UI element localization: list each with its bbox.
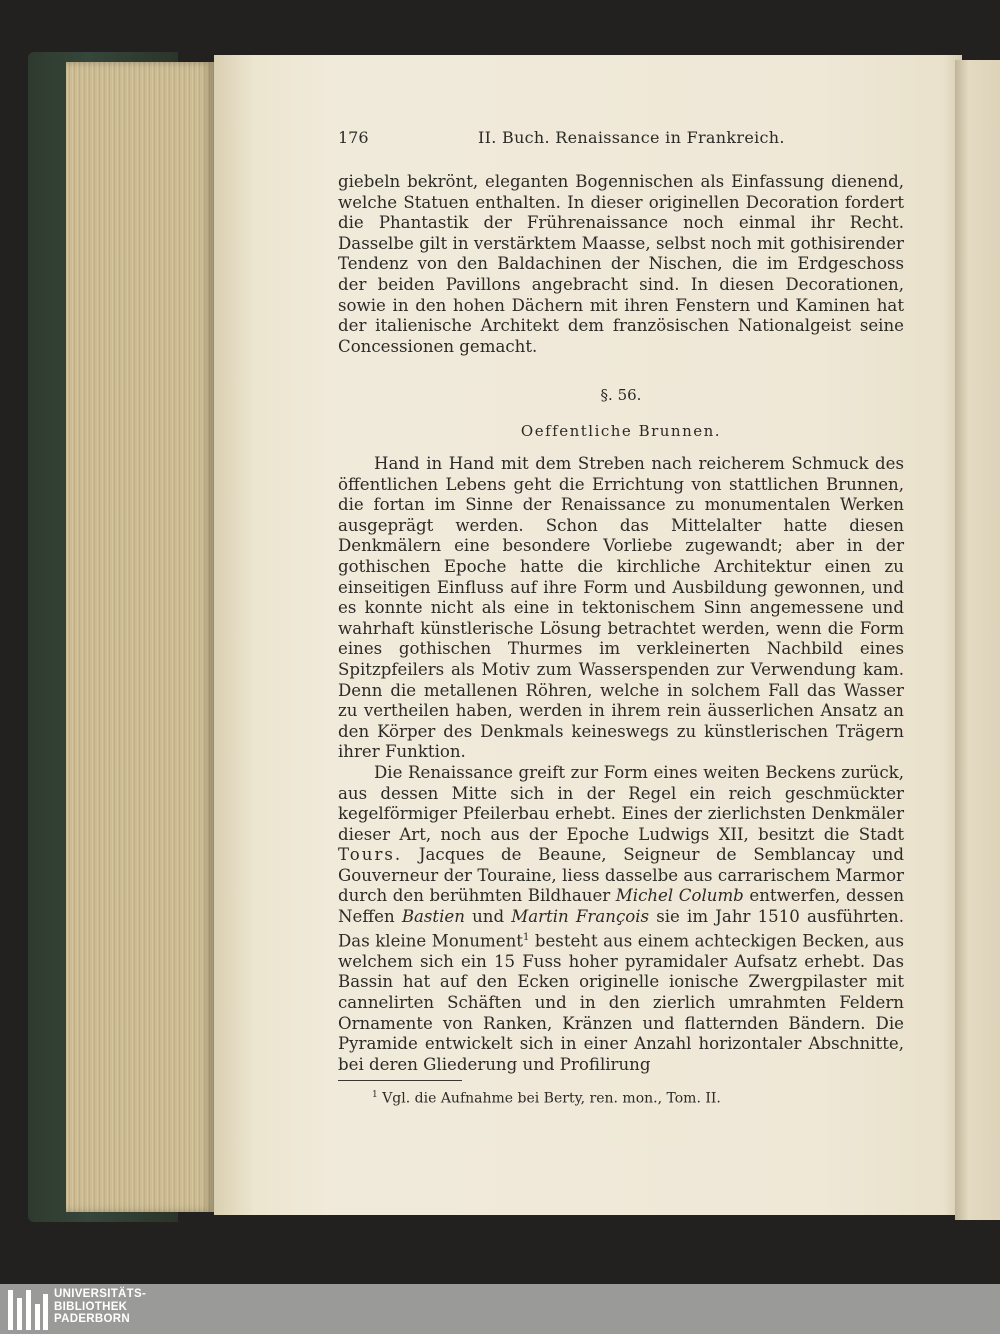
library-logo-icon [8, 1290, 48, 1330]
footnote-rule [338, 1080, 462, 1081]
artist-name: Martin François [511, 907, 650, 927]
footnote-text: Vgl. die Aufnahme bei Berty, ren. mon., Tom. II. [382, 1090, 721, 1107]
logo-line-2: BIBLIOTHEK [54, 1300, 128, 1313]
footnote-marker: 1 [372, 1090, 378, 1100]
paragraph-3-text: sie im Jahr 1510 ausführten. Das kleine Monument [338, 907, 905, 951]
library-logo-text [54, 1288, 146, 1326]
paragraph-2-text: Hand in Hand mit dem Streben nach reicherem Schmuck des öffentlichen Lebens geht die Errichtung von stattlichen Brunnen, die fortan im Sinne der Renaissance zu monumentalen Werken ausgeprägt werden. Schon das Mittelalter hatte diesen Denkmälern eine besondere Vorliebe zugewandt; aber in der gothischen Epoche hatte die kirchliche Architektur einen zu einseitigen Einfluss auf ihre Form und Ausbildung gewonnen, und es konnte nicht als eine in tektonischem Sinn angemessene und wahrhaft künstlerische Lösung betrachtet werden, wenn die Form eines gothischen Thurmes im verkleinerten Nachbild eines Spitzpfeilers als Motiv zum Wasserspenden zur Verwendung kam. Denn die metallenen Röhren, welche in solchem Fall das Wasser zu vertheilen haben, werden in ihrem rein äusserlichen Ansatz an den Körper des Denkmals keineswegs zu künstlerischen Trägern ihrer Funktion. [338, 454, 904, 762]
section-number: §. 56. [600, 386, 642, 404]
footnote-reference: 1 [522, 931, 530, 943]
paragraph-2 [338, 454, 904, 763]
body-text [338, 454, 904, 1075]
facing-page-edge [955, 60, 1000, 1220]
running-head: II. Buch. Renaissance in Frankreich. [478, 128, 785, 147]
paragraph-3-text: und [464, 907, 512, 927]
paragraph-3-text: Die Renaissance greift zur Form eines weiten Beckens zurück, aus dessen Mitte sich in der Regel ein reich geschmückter kegelförmiger Pfeilerbau erhebt. Eines der zierlichsten Denkmäler dieser Art, noch aus der Epoche Ludwigs XII, besitzt die Stadt [338, 762, 904, 844]
library-footer-bar [0, 1284, 1000, 1334]
paragraph-1: giebeln bekrönt, eleganten Bogennischen als Einfassung dienend, welche Statuen enthalten. In dieser originellen Decoration fordert die Phantastik der Frührenaissance noch einmal ihr Recht. Dasselbe gilt in verstärktem Maasse, selbst noch mit gothisirender Tendenz von den Baldachinen der Nischen, die im Erdgeschoss der beiden Pavillons angebracht sind. In diesen Decorationen, sowie in den hohen Dächern mit ihren Fenstern und Kaminen hat der italienische Architekt dem französischen Nationalgeist seine Concessionen gemacht. [338, 172, 904, 356]
paragraph-3-text: entwerfen, dessen Neffen [338, 886, 905, 927]
logo-line-3: PADERBORN [54, 1313, 130, 1325]
page-header [338, 128, 904, 152]
logo-line-1: UNIVERSITÄTS- [54, 1288, 147, 1300]
section-title: Oeffentliche Brunnen. [520, 422, 722, 440]
page-edges [66, 62, 214, 1212]
paragraph-3 [338, 763, 904, 1075]
paragraph-3-text: besteht aus einem achteckigen Becken, aus welchem sich ein 15 Fuss hoher pyramidaler Aufsatz erhebt. Das Bassin hat auf den Ecken originelle ionische Zwergpilaster mit cannelirten Schäften und in den zierlich umrahmten Feldern Ornamente von Ranken, Kränzen und flatternden Bändern. Die Pyramide entwickelt sich in einer Anzahl horizontaler Abschnitte, bei deren Gliederung und Profilirung [338, 931, 904, 1074]
artist-name: Bastien [401, 907, 465, 927]
page-number: 176 [338, 128, 369, 147]
footnote [372, 1090, 721, 1107]
spaced-word-tours: Tours. [338, 845, 403, 865]
artist-name: Michel Columb [615, 886, 744, 906]
paragraph-3-text: Jacques de Beaune, Seigneur de Semblancay und Gouverneur der Touraine, liess dasselbe aus carrarischem Marmor durch den berühmten Bildhauer [338, 845, 904, 906]
